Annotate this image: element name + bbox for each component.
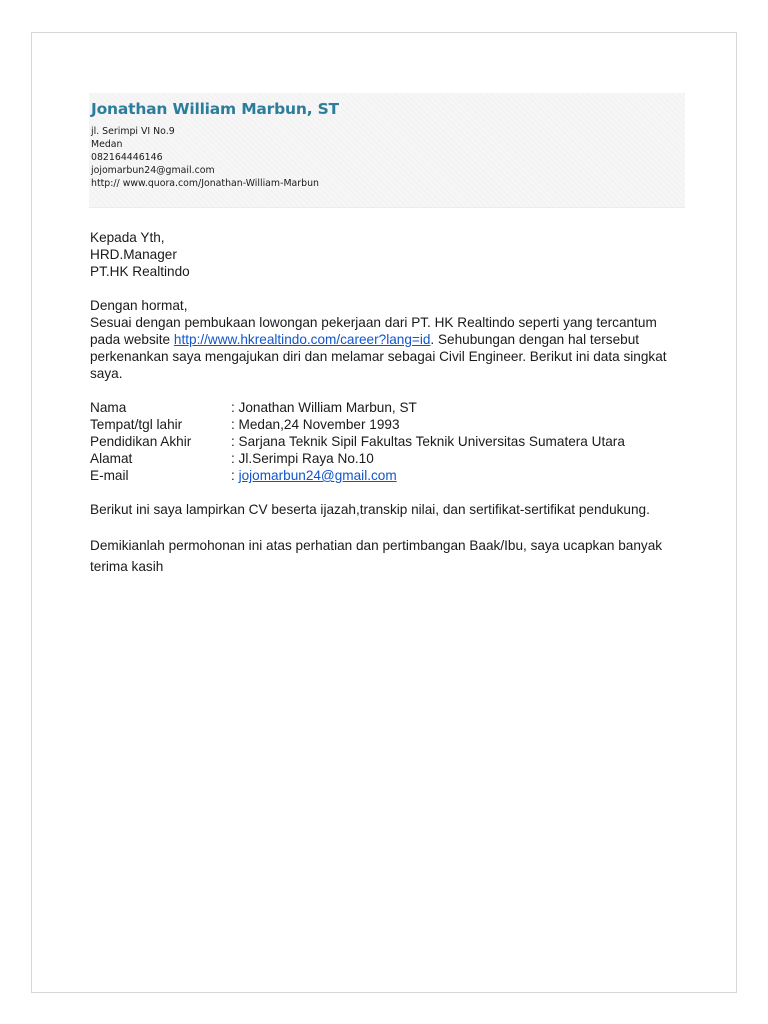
sender-name: Jonathan William Marbun, ST [91, 100, 339, 118]
attachments-paragraph: Berikut ini saya lampirkan CV beserta ijazah,transkip nilai, dan sertifikat-sertifikat pendukung. [90, 502, 650, 517]
sender-website: http:// www.quora.com/Jonathan-William-Marbun [91, 178, 319, 189]
recipient-block [90, 229, 690, 280]
biodata-value: : Jonathan William Marbun, ST [231, 400, 417, 415]
biodata-value [231, 467, 625, 484]
recipient-position: HRD.Manager [90, 247, 177, 262]
email-separator: : [231, 468, 239, 483]
email-link[interactable]: jojomarbun24@gmail.com [238, 468, 397, 483]
recipient-salutation: Kepada Yth, [90, 230, 165, 245]
biodata-label: Tempat/tgl lahir [90, 417, 183, 432]
intro-text-end: . Sehubungan dengan hal tersebut perkenankan saya mengajukan diri dan melamar sebagai Civil Engineer. Berikut ini data singkat saya. [90, 332, 667, 381]
letter-body [90, 229, 690, 577]
sender-address: jl. Serimpi VI No.9 [91, 126, 175, 137]
biodata-row [90, 433, 625, 450]
sender-contact [91, 125, 319, 190]
sender-email: jojomarbun24@gmail.com [91, 165, 215, 176]
biodata-row [90, 416, 625, 433]
sender-phone: 082164446146 [91, 152, 163, 163]
biodata-table [90, 399, 625, 484]
closing-paragraph: Demikianlah permohonan ini atas perhatian dan pertimbangan Baak/Ibu, saya ucapkan banyak terima kasih [90, 538, 663, 574]
biodata-label: Alamat [90, 451, 133, 466]
greeting: Dengan hormat, [90, 298, 188, 313]
intro-text-start: Sesuai dengan pembukaan lowongan pekerjaan dari PT. HK Realtindo seperti yang tercantum pada website [90, 315, 657, 347]
biodata-label: Nama [90, 400, 127, 415]
recipient-company: PT.HK Realtindo [90, 264, 190, 279]
biodata-value: : Sarjana Teknik Sipil Fakultas Teknik Universitas Sumatera Utara [231, 434, 625, 449]
career-link[interactable]: http://www.hkrealtindo.com/career?lang=id [173, 332, 431, 347]
intro-paragraph [90, 314, 690, 382]
biodata-label: Pendidikan Akhir [90, 434, 192, 449]
biodata-value: : Medan,24 November 1993 [231, 417, 400, 432]
sender-city: Medan [91, 139, 123, 150]
biodata-value: : Jl.Serimpi Raya No.10 [231, 451, 374, 466]
biodata-row [90, 450, 625, 467]
biodata-row-email [90, 467, 625, 484]
biodata-row [90, 399, 625, 416]
biodata-label: E-mail [90, 468, 129, 483]
